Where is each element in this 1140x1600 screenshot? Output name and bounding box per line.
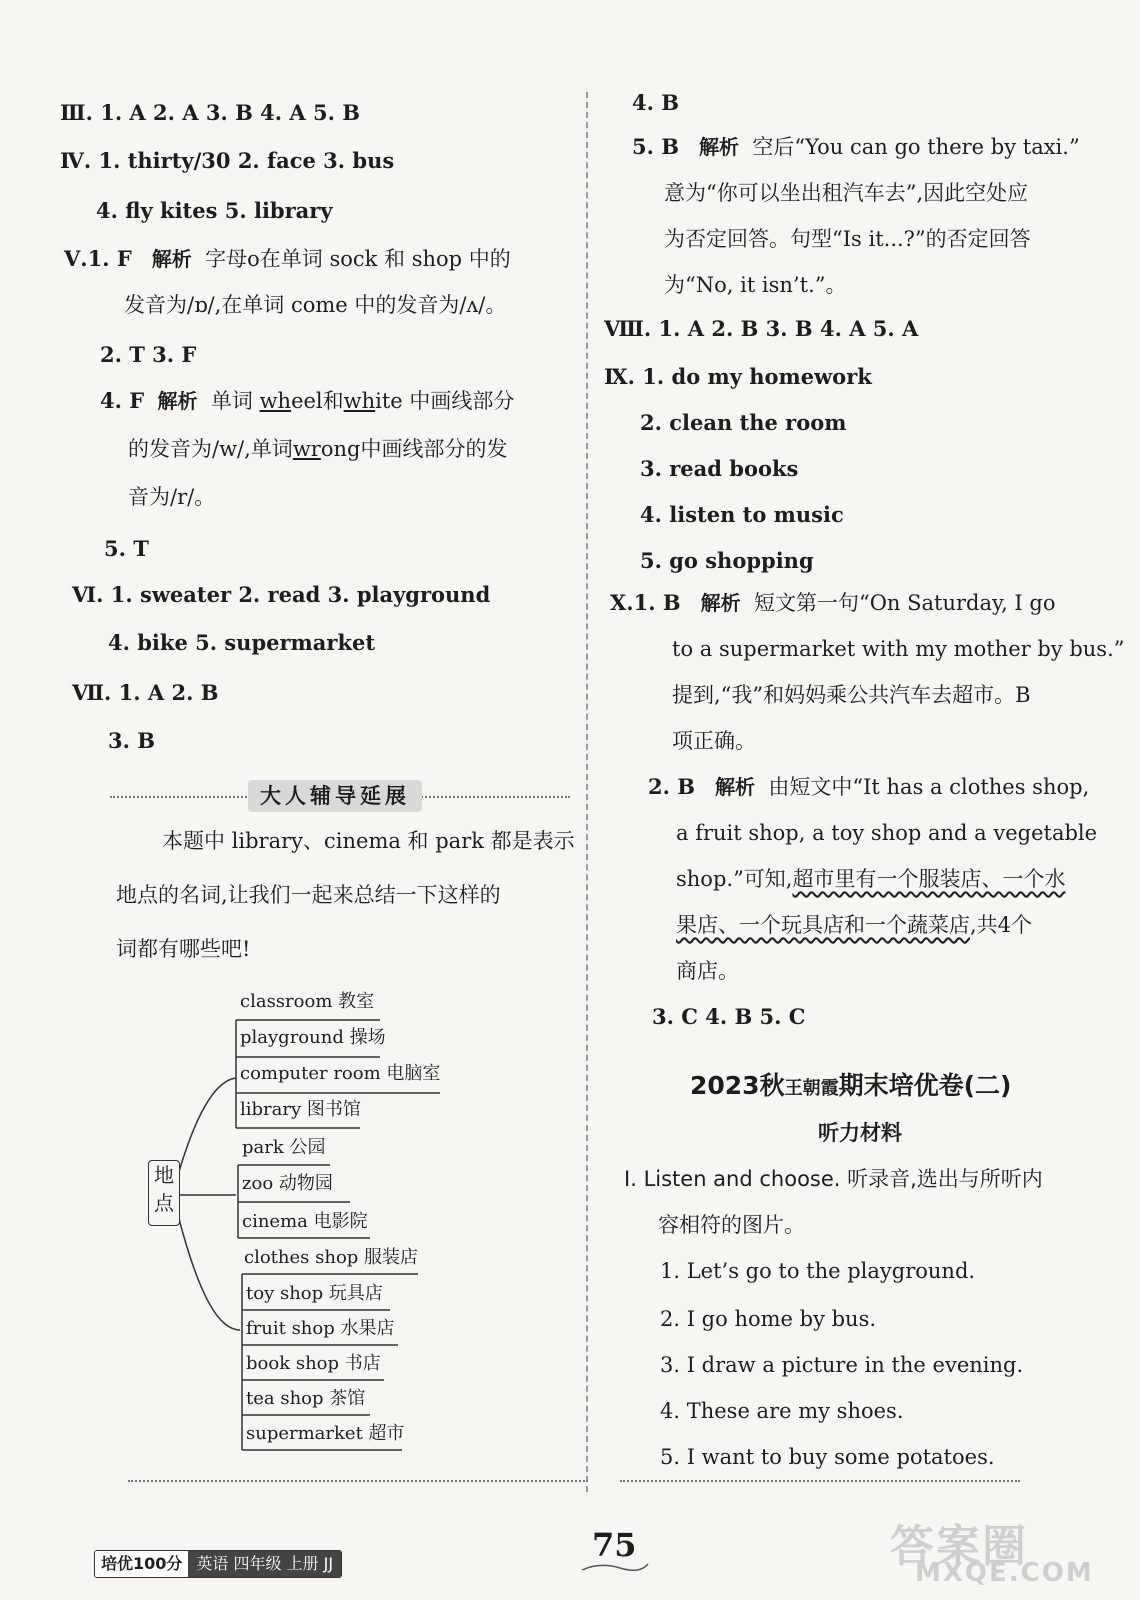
section-10-item1-l2: to a supermarket with my mother by bus.” (672, 637, 1125, 661)
section-3-answers: Ⅲ. 1. A 2. A 3. B 4. A 5. B (60, 100, 360, 125)
map-item-fruit-shop: fruit shop 水果店 (246, 1318, 395, 1339)
map-item-cinema: cinema 电影院 (242, 1211, 368, 1232)
map-item-tea-shop: tea shop 茶馆 (246, 1388, 366, 1409)
section-9-item1: Ⅸ. 1. do my homework (604, 364, 872, 389)
map-item-library: library 图书馆 (240, 1099, 361, 1120)
section-10-item2-l3: shop.”可知,超市里有一个服装店、一个水 (676, 867, 1066, 891)
listening-subtitle: 听力材料 (818, 1121, 902, 1145)
section-9-item5: 5. go shopping (640, 548, 814, 573)
footer-rule-right (620, 1480, 1020, 1482)
map-item-classroom: classroom 教室 (240, 991, 375, 1012)
map-item-supermarket: supermarket 超市 (246, 1423, 405, 1444)
section-4-line2: 4. fly kites 5. library (96, 198, 333, 223)
section-5-items23: 2. T 3. F (100, 342, 197, 367)
section-10-item2-l4: 果店、一个玩具店和一个蔬菜店,共4个 (676, 913, 1033, 937)
right-item5-l3: 为否定回答。句型“Is it...?”的否定回答 (664, 227, 1031, 251)
extension-para-line3: 词都有哪些吧! (116, 937, 251, 961)
section-10-item1-l3: 提到,“我”和妈妈乘公共汽车去超市。B (672, 683, 1031, 707)
map-item-computer-room: computer room 电脑室 (240, 1063, 441, 1084)
listening-part1-heading-cont: 容相符的图片。 (658, 1213, 805, 1237)
right-item5: 5. B 解析 空后“You can go there by taxi.” (632, 134, 1080, 159)
section-10-item1-l4: 项正确。 (672, 729, 756, 753)
map-item-clothes-shop: clothes shop 服装店 (244, 1247, 419, 1268)
map-item-zoo: zoo 动物园 (242, 1173, 333, 1194)
extension-para-line1: 本题中 library、cinema 和 park 都是表示 (162, 829, 575, 853)
listening-item4: 4. These are my shoes. (660, 1399, 904, 1423)
section-8-answers: Ⅷ. 1. A 2. B 3. B 4. A 5. A (604, 316, 919, 341)
page-number-swoosh-icon (580, 1560, 650, 1574)
footer-rule-left (128, 1480, 588, 1482)
section-5-item4-cont: 的发音为/w/,单词wrong中画线部分的发 (128, 437, 508, 461)
watermark-logo: 答案圈 (890, 1521, 1028, 1572)
map-item-park: park 公园 (242, 1137, 326, 1158)
listening-item2: 2. I go home by bus. (660, 1307, 877, 1331)
right-item5-l2: 意为“你可以坐出租汽车去”,因此空处应 (664, 181, 1029, 205)
listening-item3: 3. I draw a picture in the evening. (660, 1353, 1024, 1377)
right-item5-l4: 为“No, it isn’t.”。 (664, 273, 847, 297)
section-10-item1: Ⅹ.1. B 解析 短文第一句“On Saturday, I go (610, 590, 1056, 615)
section-10-item2-l2: a fruit shop, a toy shop and a vegetable (676, 821, 1098, 845)
column-divider (586, 92, 588, 1492)
section-5-item5: 5. T (104, 536, 149, 561)
section-10-item2-l5: 商店。 (676, 959, 739, 983)
section-9-item3: 3. read books (640, 456, 799, 481)
map-item-playground: playground 操场 (240, 1027, 386, 1048)
section-5-item1: Ⅴ.1. F 解析 字母o在单词 sock 和 shop 中的 (64, 246, 511, 271)
mind-map-root: 地点 (148, 1160, 180, 1226)
section-5-item1-cont: 发音为/ɒ/,在单词 come 中的发音为/ʌ/。 (124, 293, 507, 317)
listening-item1: 1. Let’s go to the playground. (660, 1259, 976, 1283)
listening-part1-heading: Ⅰ. Listen and choose. 听录音,选出与所听内 (624, 1167, 1043, 1191)
section-9-item4: 4. listen to music (640, 502, 844, 527)
listening-item5: 5. I want to buy some potatoes. (660, 1445, 995, 1469)
right-item4: 4. B (632, 90, 679, 115)
section-7-line2: 3. B (108, 728, 155, 753)
section-5-item4-cont2: 音为/r/。 (128, 485, 216, 509)
map-item-toy-shop: toy shop 玩具店 (246, 1283, 383, 1304)
section-4-line1: Ⅳ. 1. thirty/30 2. face 3. bus (60, 148, 395, 173)
section-10-rest: 3. C 4. B 5. C (652, 1004, 806, 1029)
section-9-item2: 2. clean the room (640, 410, 847, 435)
footer-series: 培优100分 (95, 1551, 188, 1577)
footer-subject: 英语 四年级 上册 JJ (188, 1551, 341, 1577)
extension-para-line2: 地点的名词,让我们一起来总结一下这样的 (116, 883, 501, 907)
map-item-book-shop: book shop 书店 (246, 1353, 381, 1374)
section-10-item2: 2. B 解析 由短文中“It has a clothes shop, (648, 774, 1090, 799)
tutor-extension-banner: 大人辅导延展 (248, 780, 422, 812)
section-6-line2: 4. bike 5. supermarket (108, 630, 376, 655)
footer-book-tag (94, 1550, 342, 1578)
exam-title: 2023秋王朝霞期末培优卷(二) (690, 1071, 1012, 1100)
section-5-item4: 4. F 解析 单词 wheel和white 中画线部分 (100, 388, 515, 413)
watermark-url: MXQE.COM (915, 1558, 1094, 1588)
page-number: 75 (592, 1526, 637, 1564)
section-7-line1: Ⅶ. 1. A 2. B (72, 680, 219, 705)
section-6-line1: Ⅵ. 1. sweater 2. read 3. playground (72, 582, 491, 607)
